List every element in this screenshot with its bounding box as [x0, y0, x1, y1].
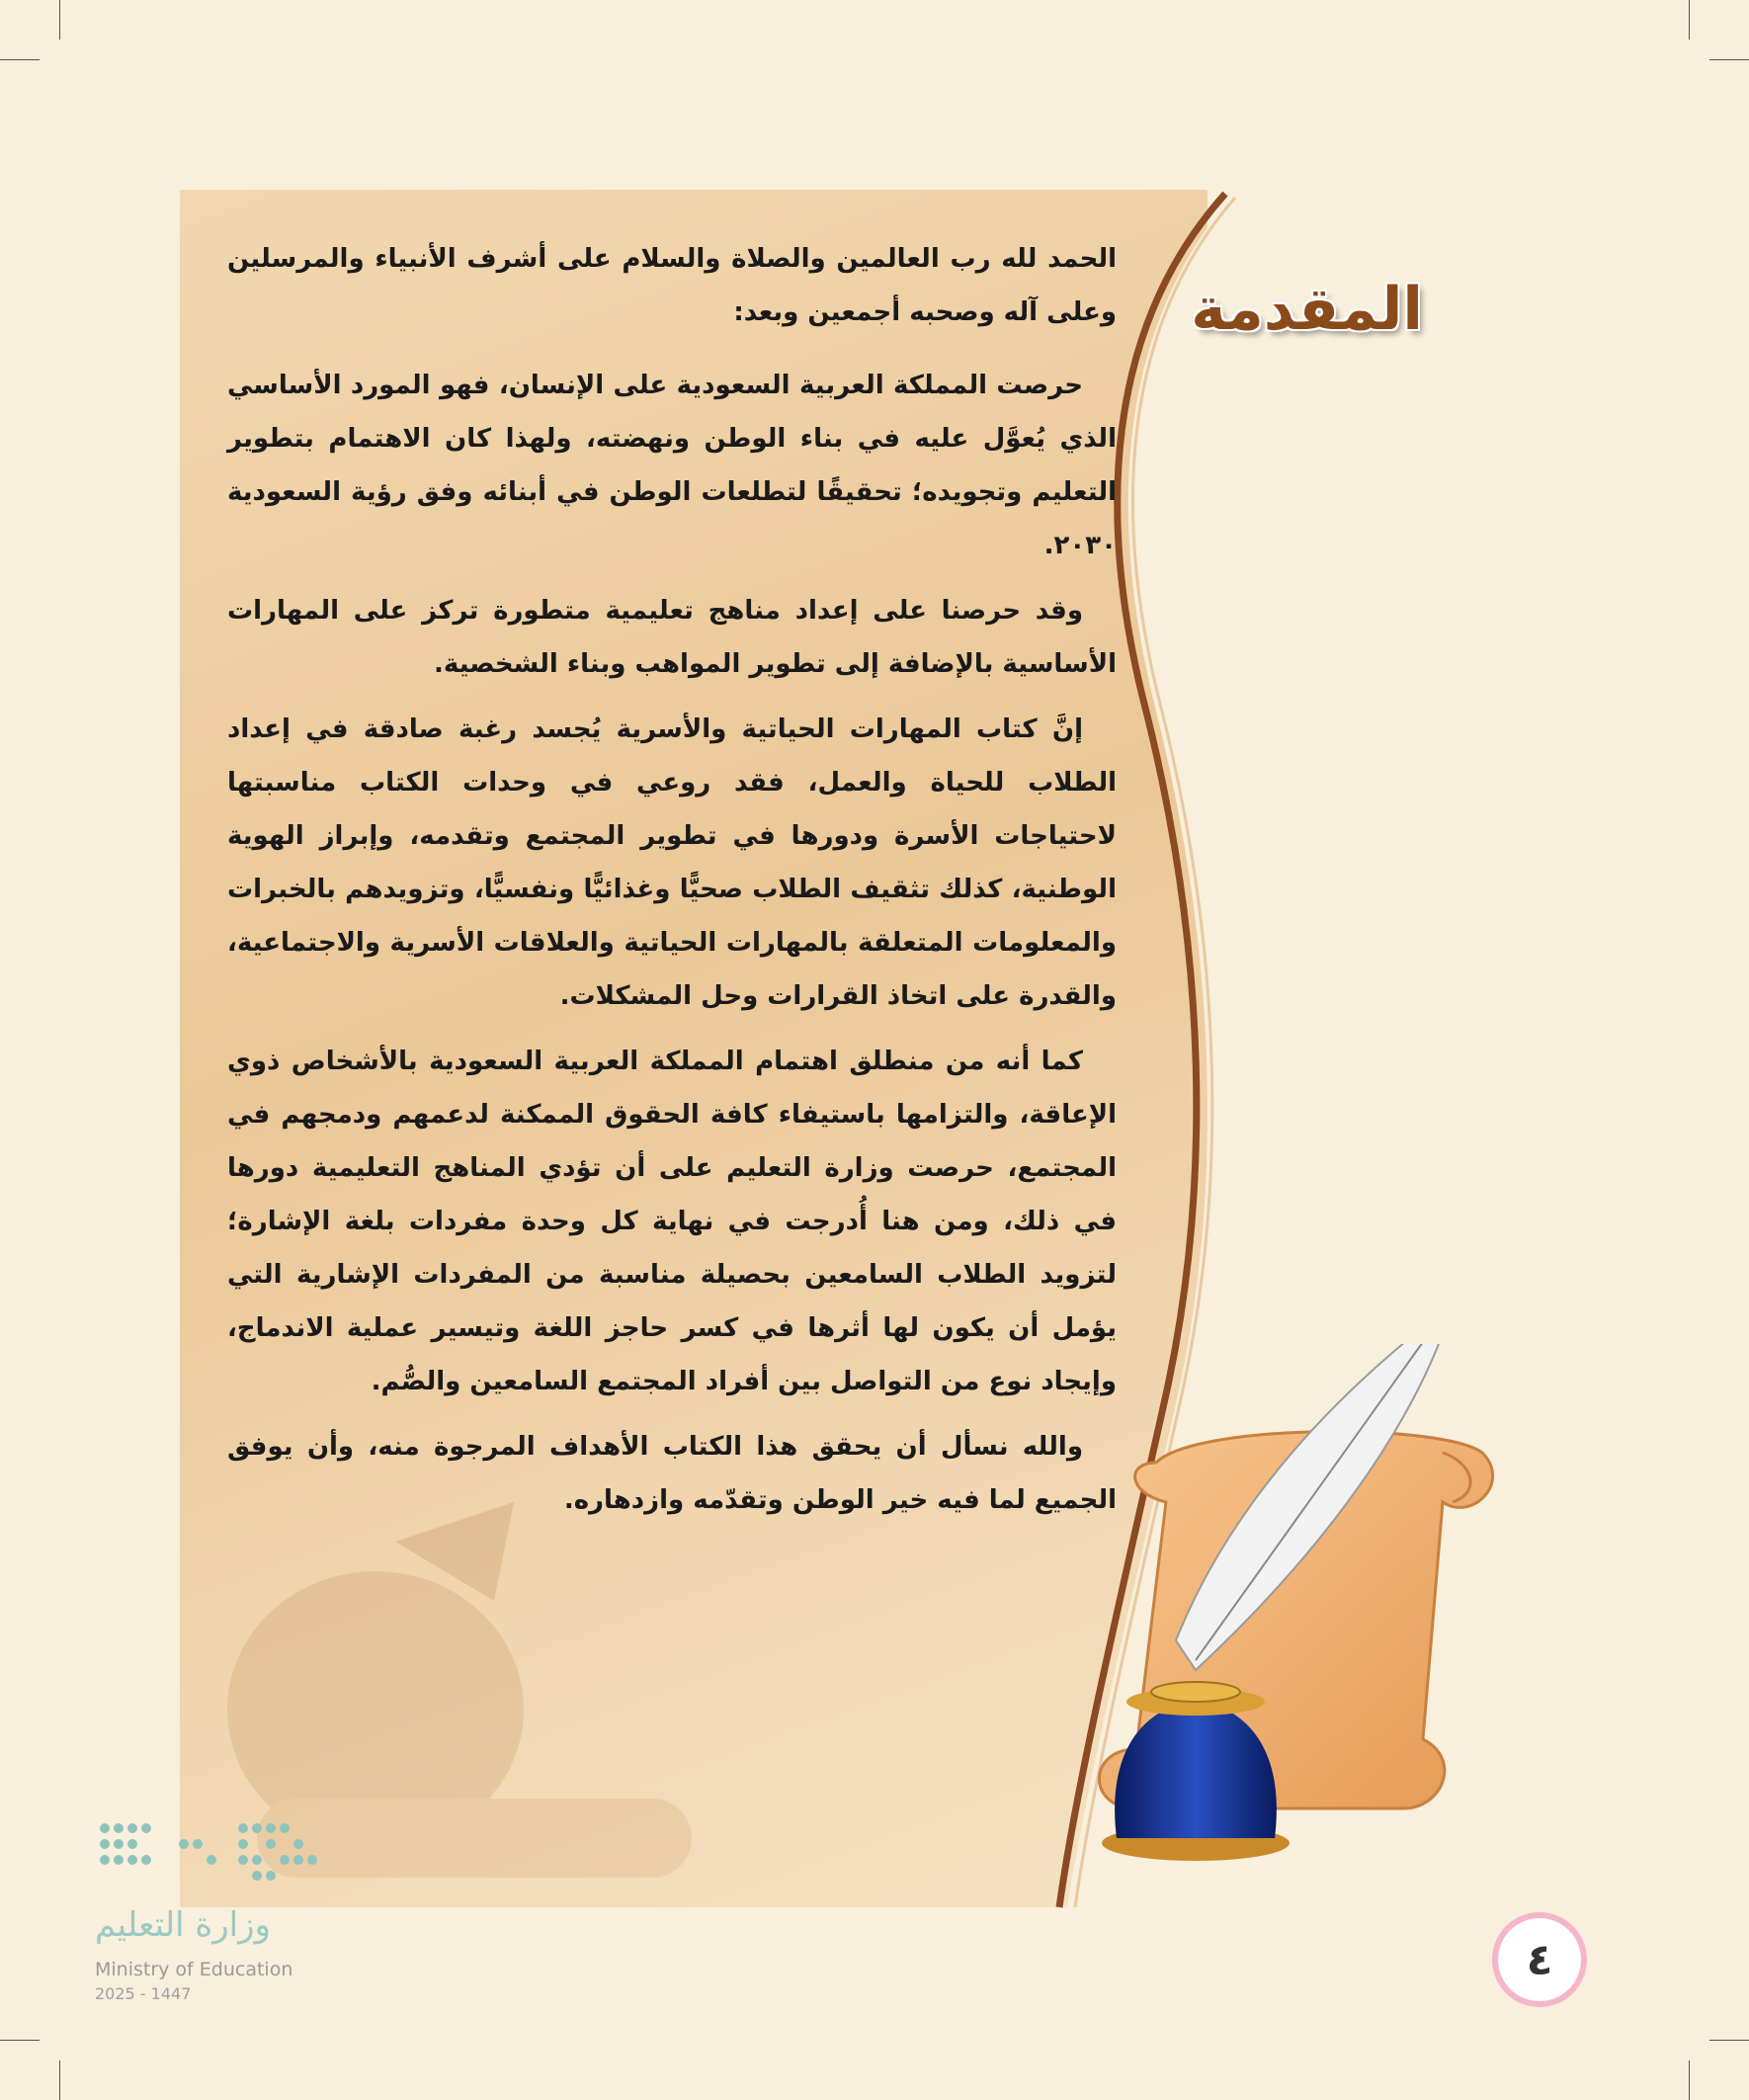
intro-opening: الحمد لله رب العالمين والصلاة والسلام على أشرف الأنبياء والمرسلين وعلى آله وصحبه أجمعين وبعد:: [227, 244, 1117, 327]
intro-body: [227, 232, 1117, 1539]
intro-paragraph: والله نسأل أن يحقق هذا الكتاب الأهداف المرجوة منه، وأن يوفق الجميع لما فيه خير الوطن وتقدّمه وازدهاره.: [227, 1432, 1117, 1515]
ministry-name-arabic: وزارة التعليم: [95, 1905, 271, 1945]
scroll-quill-inkwell-illustration: [1047, 1344, 1522, 1878]
page-title: المقدمة: [1191, 275, 1423, 344]
intro-paragraph: حرصت المملكة العربية السعودية على الإنسان، فهو المورد الأساسي الذي يُعوَّل عليه في بناء الوطن ونهضته، ولهذا كان الاهتمام بتطوير التعليم وتجويده؛ تحقيقًا لتطلعات الوطن في أبنائه وفق رؤية السعودية ٢٠٣٠.: [227, 371, 1117, 560]
ministry-name-english: Ministry of Education: [95, 1959, 293, 1980]
intro-paragraph: وقد حرصنا على إعداد مناهج تعليمية متطورة تركز على المهارات الأساسية بالإضافة إلى تطوير المواهب وبناء الشخصية.: [227, 596, 1117, 679]
page-number: ٤: [1526, 1934, 1553, 1985]
page-number-badge: [1492, 1912, 1587, 2007]
intro-paragraph: إنَّ كتاب المهارات الحياتية والأسرية يُجسد رغبة صادقة في إعداد الطلاب للحياة والعمل، فقد روعي في وحدات الكتاب مناسبتها لاحتياجات الأسرة ودورها في تطوير المجتمع وتقدمه، وإبراز الهوية الوطنية، كذلك تثقيف الطلاب صحيًّا وغذائيًّا ونفسيًّا، وتزويدهم بالخبرات والمعلومات المتعلقة بالمهارات الحياتية والعلاقات الأسرية والاجتماعية، والقدرة على اتخاذ القرارات وحل المشكلات.: [227, 714, 1117, 1011]
intro-paragraph: كما أنه من منطلق اهتمام المملكة العربية السعودية بالأشخاص ذوي الإعاقة، والتزامها باستيفاء كافة الحقوق الممكنة لدعمهم ودمجهم في المجتمع، حرصت وزارة التعليم على أن تؤدي المناهج التعليمية دورها في ذلك، ومن هنا أُدرجت في نهاية كل وحدة مفردات بلغة الإشارة؛ لتزويد الطلاب السامعين بحصيلة مناسبة من المفردات الإشارية التي يؤمل أن يكون لها أثرها في كسر حاجز اللغة وتيسير عملية الاندماج، وإيجاد نوع من التواصل بين أفراد المجتمع السامعين والصُّم.: [227, 1047, 1117, 1396]
ministry-logo-dots: [95, 1818, 332, 1897]
edition-year: 2025 - 1447: [95, 1984, 192, 2003]
